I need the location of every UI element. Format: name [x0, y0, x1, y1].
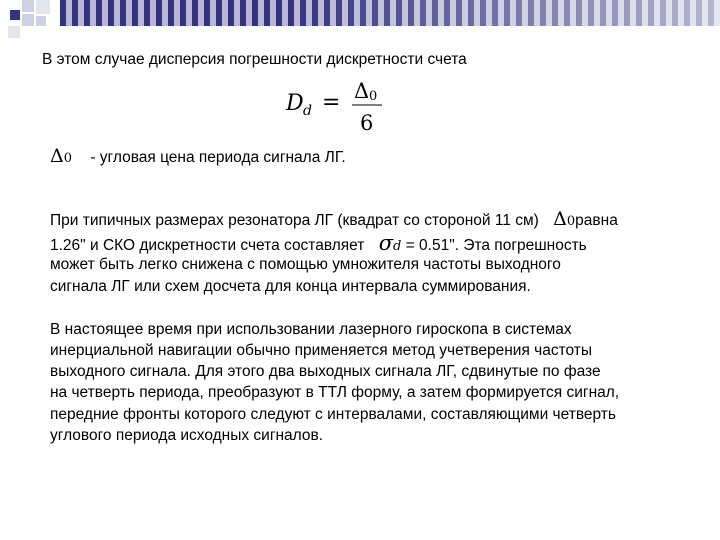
formula-lhs-subscript: d — [303, 103, 312, 119]
paragraph2-line6: углового периода исходных сигналов. — [50, 427, 324, 444]
definition-line — [50, 147, 346, 168]
checker-strip — [60, 0, 720, 26]
formula-numerator-symbol: Δ — [354, 79, 370, 103]
paragraph2-line3: выходного сигнала. Для этого два выходных сигнала ЛГ, сдвинутые по фазе — [50, 363, 601, 380]
paragraph1-line4: сигнала ЛГ или схем досчета для конца интервала суммирования. — [50, 278, 531, 295]
paragraph1-line2-after: = 0.51". Эта погрешность — [405, 237, 587, 254]
paragraph1-line1-before: При типичных размерах резонатора ЛГ (квадрат со стороной 11 см) — [50, 212, 539, 229]
paragraph1-line3: может быть легко снижена с помощью умножителя частоты выходного — [50, 256, 561, 273]
paragraph1-sigma-subscript: d — [393, 239, 402, 254]
definition-delta-subscript: 0 — [63, 151, 73, 166]
paragraph2-line1: В настоящее время при использовании лазерного гироскопа в системах — [50, 321, 572, 338]
formula-lhs-symbol: D — [286, 91, 304, 116]
formula-numerator-subscript: 0 — [369, 89, 378, 104]
formula-denominator: 6 — [360, 111, 374, 135]
paragraph1-line2-before: 1.26" и СКО дискретности счета составляет — [50, 237, 365, 254]
paragraph1-sigma-symbol: σ — [378, 231, 394, 255]
definition-text: - угловая цена периода сигнала ЛГ. — [90, 149, 346, 166]
intro-line: В этом случае дисперсия погрешности дискретности счета — [42, 51, 467, 68]
paragraph2-line4: на четверть периода, преобразуют в ТТЛ форму, а затем формируется сигнал, — [50, 384, 620, 401]
paragraph2-line5: передние фронты которого следуют с интервалами, составляющими четверть — [50, 406, 616, 423]
dispersion-formula — [282, 78, 392, 138]
paragraph1-line2 — [50, 231, 587, 256]
paragraph1-delta-symbol: Δ — [553, 208, 567, 230]
paragraph1-delta-subscript: 0 — [566, 214, 576, 229]
decorative-squares — [0, 0, 60, 48]
paragraph1-line1-after: равна — [575, 212, 618, 229]
definition-delta-symbol: Δ — [50, 145, 64, 167]
paragraph1-line1 — [50, 210, 618, 231]
header-decoration — [0, 0, 720, 48]
paragraph2-line2: инерциальной навигации обычно применяется метод учетверения частоты — [50, 342, 593, 359]
formula-equals: = — [322, 90, 341, 115]
